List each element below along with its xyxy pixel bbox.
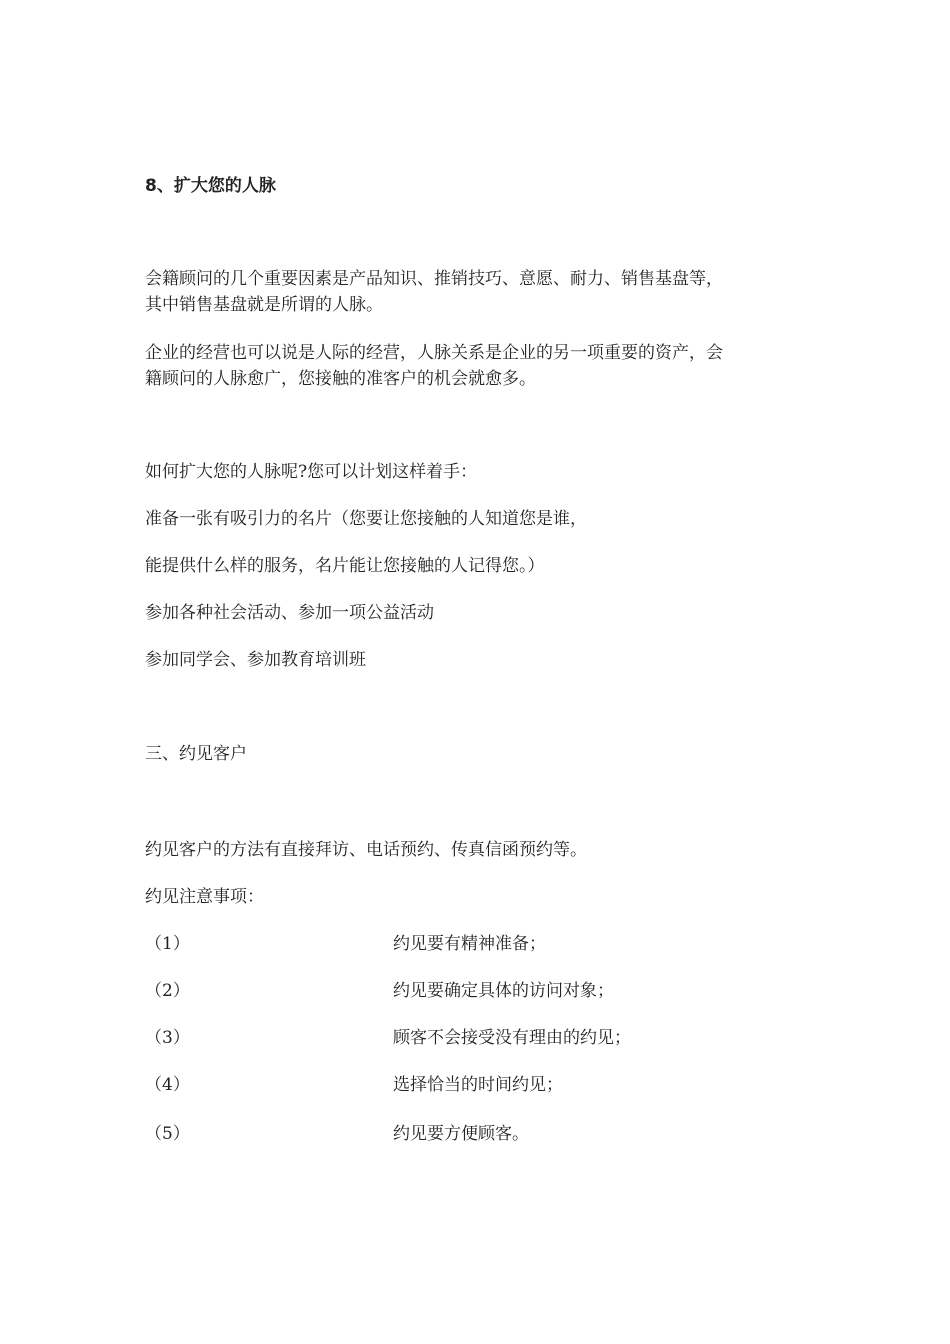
appointment-methods-line: 约见客户的方法有直接拜访、电话预约、传真信函预约等。 — [145, 840, 587, 860]
note-text: 约见要有精神准备； — [393, 934, 546, 954]
section-heading-appointments: 三、约见客户 — [145, 744, 247, 764]
business-card-line2: 能提供什么样的服务，名片能让您接触的人记得您。） — [145, 556, 545, 576]
how-to-expand-intro: 如何扩大您的人脉呢?您可以计划这样着手： — [145, 462, 478, 482]
note-text: 顾客不会接受没有理由的约见； — [393, 1028, 631, 1048]
business-card-line1: 准备一张有吸引力的名片（您要让您接触的人知道您是谁， — [145, 509, 587, 529]
section-heading-expand-network: 8、扩大您的人脉 — [145, 176, 276, 196]
note-text: 选择恰当的时间约见； — [393, 1075, 563, 1095]
note-text: 约见要方便顾客。 — [393, 1124, 529, 1144]
paragraph-key-factors-line1: 会籍顾问的几个重要因素是产品知识、推销技巧、意愿、耐力、销售基盘等， — [145, 269, 723, 289]
note-number: （4） — [145, 1075, 190, 1095]
note-number: （2） — [145, 981, 190, 1001]
social-activities-line: 参加各种社会活动、参加一项公益活动 — [145, 603, 434, 623]
paragraph-business-line1: 企业的经营也可以说是人际的经营，人脉关系是企业的另一项重要的资产，会 — [145, 343, 723, 363]
note-number: （3） — [145, 1028, 190, 1048]
appointment-notes-title: 约见注意事项： — [145, 887, 264, 907]
note-text: 约见要确定具体的访问对象； — [393, 981, 614, 1001]
paragraph-key-factors-line2: 其中销售基盘就是所谓的人脉。 — [145, 295, 383, 315]
note-number: （1） — [145, 934, 190, 954]
classmates-training-line: 参加同学会、参加教育培训班 — [145, 650, 366, 670]
note-number: （5） — [145, 1124, 190, 1144]
paragraph-business-line2: 籍顾问的人脉愈广，您接触的准客户的机会就愈多。 — [145, 369, 536, 389]
